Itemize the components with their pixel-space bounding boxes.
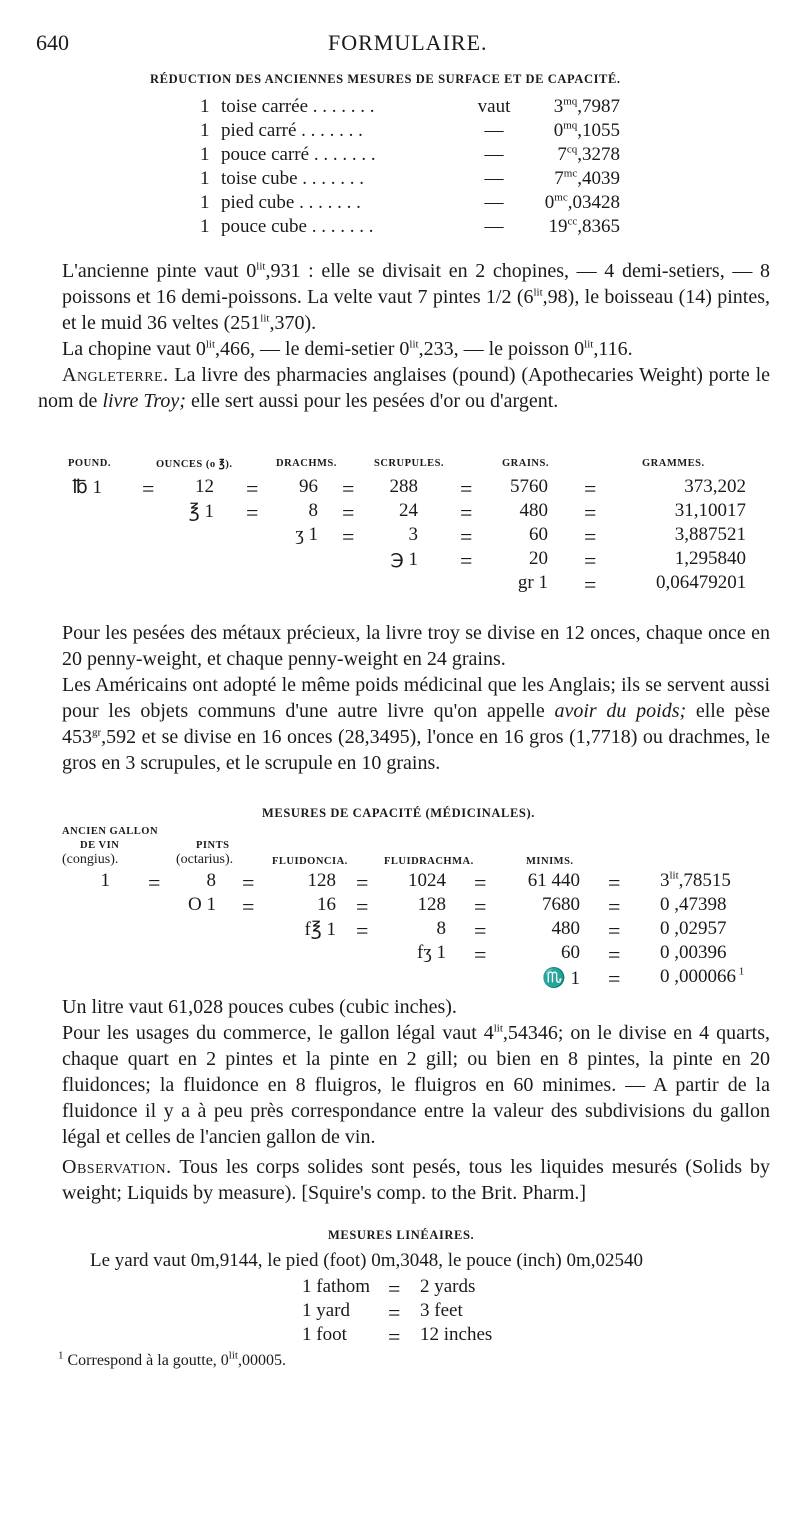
unit-sup: lit	[205, 338, 216, 351]
text: Correspond à la goutte, 0	[67, 1352, 229, 1369]
equals-sign: =	[356, 918, 369, 943]
paragraph-metaux: Pour les pesées des métaux précieux, la livre troy se divise en 12 onces, chaque once en 20 penny-weight, et chaque penny-weight en 24 grains.	[62, 622, 770, 670]
paragraph-observation	[62, 1154, 770, 1206]
surface-qty: 1	[200, 120, 210, 141]
surface-unit: pouce cube . . . . . . .	[221, 216, 374, 237]
troy-cell: 1,295840	[674, 548, 746, 569]
troy-cell: 3,887521	[674, 524, 746, 545]
equals-sign: =	[388, 1276, 401, 1301]
equals-sign: =	[342, 524, 355, 549]
cap-result: 0 ,02957	[660, 918, 727, 939]
cap-cell: 61 440	[527, 870, 580, 891]
surface-value: $7^{mc},4039$	[554, 167, 620, 189]
surface-unit: pied cube . . . . . . .	[221, 192, 361, 213]
equals-sign: =	[474, 894, 487, 919]
text: ,54346; on le divise en 4 quarts, chaque quart en 2 pintes et la pinte en 2 gill; ou bien en 8 pintes, la pinte en 20 fluidonces; la fluidonce en 8 fluigros, le fluigros en 60 minimes. — A partir de la fluidonce il y a à peu près correspondance entre la valeur des subdivisions du gallon légal et celles de l'ancien gallon de vin.	[62, 1022, 770, 1148]
unit-sup: gr	[92, 726, 102, 739]
troy-cell: 8	[308, 500, 318, 521]
cap-col-header: FLUIDONCIA.	[272, 856, 348, 867]
surface-sep: —	[484, 168, 504, 189]
surface-qty: 1	[200, 216, 210, 237]
text: La chopine vaut 0	[62, 338, 206, 360]
troy-cell: ℈ 1	[390, 549, 418, 570]
unit-sup: lit	[409, 338, 419, 351]
running-title: FORMULAIRE.	[328, 30, 488, 55]
surface-qty: 1	[200, 96, 210, 117]
troy-col-header: GRAINS.	[502, 458, 549, 469]
unit-sup: lit	[256, 260, 266, 273]
troy-cell: 3	[408, 524, 418, 545]
text: ,00005.	[237, 1352, 286, 1369]
cap-cell: ♏ 1	[542, 968, 580, 989]
equals-sign: =	[356, 870, 369, 895]
surface-sep: vaut	[477, 96, 511, 117]
troy-cell: gr 1	[517, 572, 548, 593]
cap-cell: 128	[307, 870, 336, 891]
capacity-heading: MESURES DE CAPACITÉ (MÉDICINALES).	[262, 806, 535, 820]
cap-col-header: (octarius).	[176, 852, 234, 867]
surface-heading: RÉDUCTION DES ANCIENNES MESURES DE SURFACE ET DE CAPACITÉ.	[150, 72, 621, 86]
equals-sign: =	[474, 942, 487, 967]
linear-heading: MESURES LINÉAIRES.	[328, 1228, 475, 1242]
cap-col-header: ANCIEN GALLON	[62, 826, 159, 837]
surface-value: $19^{cc},8365$	[548, 215, 620, 237]
cap-cell: 60	[561, 942, 580, 963]
cap-cell: 7680	[542, 894, 580, 915]
unit-sup: lit	[584, 338, 594, 351]
footnote	[58, 1349, 286, 1370]
linear-unit: 1 yard	[302, 1300, 351, 1321]
surface-qty: 1	[200, 192, 210, 213]
troy-cell: ℥ 1	[188, 501, 214, 522]
equals-sign: =	[608, 918, 621, 943]
cap-result: 0 ,47398	[660, 894, 727, 915]
cap-col-header: FLUIDRACHMA.	[384, 856, 474, 867]
equals-sign: =	[584, 572, 597, 597]
cap-cell: f℥ 1	[304, 919, 336, 940]
surface-unit: toise cube . . . . . . .	[221, 168, 365, 189]
troy-col-header: OUNCES (o ℥).	[156, 459, 233, 470]
equals-sign: =	[342, 476, 355, 501]
surface-unit: pied carré . . . . . . .	[221, 120, 363, 141]
cap-cell: 1024	[408, 870, 446, 891]
italic-term: livre Troy;	[102, 390, 186, 412]
paragraph-gallon-legal	[62, 1020, 770, 1150]
troy-cell: ʒ 1	[295, 524, 318, 545]
equals-sign: =	[356, 894, 369, 919]
section-label: Angleterre.	[62, 364, 169, 386]
cap-cell: 1	[100, 870, 110, 891]
surface-value: $3^{mq},7987$	[553, 95, 620, 117]
surface-value: $7^{cq},3278$	[557, 143, 620, 165]
cap-cell: 8	[436, 918, 446, 939]
cap-result: 0 ,000066 $^1$	[660, 965, 745, 987]
equals-sign: =	[388, 1300, 401, 1325]
cap-col-header: PINTS	[196, 840, 230, 851]
troy-cell: 24	[399, 500, 418, 521]
paragraph-angleterre	[38, 362, 770, 414]
equals-sign: =	[608, 966, 621, 991]
linear-unit: 1 fathom	[302, 1276, 371, 1297]
text: elle pèse 453	[62, 700, 771, 748]
paragraph-litre: Un litre vaut 61,028 pouces cubes (cubic inches).	[62, 996, 457, 1018]
cap-cell: O 1	[188, 894, 216, 915]
equals-sign: =	[460, 476, 473, 501]
troy-cell: 288	[389, 476, 418, 497]
surface-sep: —	[484, 144, 504, 165]
equals-sign: =	[474, 870, 487, 895]
troy-cell: 31,10017	[674, 500, 746, 521]
paragraph-americains	[62, 672, 770, 776]
footnote-mark: 1	[58, 1349, 64, 1362]
equals-sign: =	[584, 476, 597, 501]
equals-sign: =	[474, 918, 487, 943]
linear-unit: 1 foot	[302, 1324, 347, 1345]
equals-sign: =	[608, 894, 621, 919]
unit-sup: lit	[228, 1349, 238, 1362]
paragraph-chopine	[62, 336, 770, 362]
surface-unit: toise carrée . . . . . . .	[221, 96, 375, 117]
cap-col-header: DE VIN	[80, 840, 120, 851]
equals-sign: =	[388, 1324, 401, 1349]
troy-cell: 20	[529, 548, 548, 569]
equals-sign: =	[242, 870, 255, 895]
linear-line: Le yard vaut 0m,9144, le pied (foot) 0m,3048, le pouce (inch) 0m,02540	[90, 1250, 643, 1271]
troy-cell: 5760	[510, 476, 548, 497]
equals-sign: =	[246, 476, 259, 501]
troy-cell: 373,202	[684, 476, 746, 497]
cap-cell: 128	[417, 894, 446, 915]
cap-cell: 8	[206, 870, 216, 891]
text: Pour les usages du commerce, le gallon légal vaut 4	[62, 1022, 494, 1044]
text: ,116.	[593, 338, 633, 360]
text: L'ancienne pinte vaut 0	[62, 260, 257, 282]
linear-value: 12 inches	[420, 1324, 493, 1345]
text: elle sert aussi pour les pesées d'or ou d'argent.	[185, 390, 559, 412]
troy-col-header: DRACHMS.	[276, 458, 337, 469]
surface-qty: 1	[200, 144, 210, 165]
text: ,931 : elle se divisait en 2 chopines, — 4 demi-setiers, — 8 poissons et 16 demi-poissons. La velte vaut 7 pintes 1/2 (6	[62, 260, 771, 308]
equals-sign: =	[342, 500, 355, 525]
unit-sup: lit	[493, 1022, 503, 1035]
text: ,370).	[269, 312, 317, 334]
equals-sign: =	[584, 524, 597, 549]
surface-value: $0^{mq},1055$	[553, 119, 620, 141]
paragraph-pinte	[62, 258, 770, 336]
equals-sign: =	[608, 942, 621, 967]
text: ,98), le boisseau (14) pintes, et le muid 36 veltes (251	[62, 286, 770, 334]
equals-sign: =	[460, 524, 473, 549]
unit-sup: lit	[533, 286, 543, 299]
surface-unit: pouce carré . . . . . . .	[221, 144, 376, 165]
equals-sign: =	[246, 500, 259, 525]
troy-col-header: GRAMMES.	[642, 458, 705, 469]
surface-sep: —	[484, 120, 504, 141]
troy-cell: 96	[299, 476, 318, 497]
surface-sep: —	[484, 192, 504, 213]
text: La livre des pharmacies anglaises (pound) (Apothecaries Weight) porte le nom de	[38, 364, 771, 412]
unit-sup: lit	[260, 312, 270, 325]
surface-value: $0^{mc},03428$	[544, 191, 620, 213]
italic-term: avoir du poids;	[554, 700, 687, 722]
troy-col-header: POUND.	[68, 458, 111, 469]
troy-cell: 60	[529, 524, 548, 545]
surface-qty: 1	[200, 168, 210, 189]
equals-sign: =	[460, 548, 473, 573]
text: Les Américains ont adopté le même poids médicinal que les Anglais; ils se servent aussi pour les objets communs d'une autre livre qu'on appelle	[62, 674, 770, 722]
equals-sign: =	[608, 870, 621, 895]
troy-cell: ℔ 1	[72, 477, 102, 498]
troy-cell: 0,06479201	[656, 572, 747, 593]
text: ,466, — le demi-setier 0	[215, 338, 410, 360]
cap-result: $3^{lit},78515$	[660, 869, 731, 891]
section-label: Observation.	[62, 1156, 172, 1178]
troy-cell: 480	[519, 500, 548, 521]
cap-result: 0 ,00396	[660, 942, 727, 963]
equals-sign: =	[148, 870, 161, 895]
equals-sign: =	[460, 500, 473, 525]
equals-sign: =	[584, 548, 597, 573]
page-number: 640	[36, 30, 69, 55]
linear-value: 2 yards	[420, 1276, 476, 1297]
cap-col-header: (congius).	[62, 852, 119, 867]
cap-cell: fʒ 1	[416, 942, 446, 963]
cap-cell: 480	[551, 918, 580, 939]
equals-sign: =	[584, 500, 597, 525]
cap-col-header: MINIMS.	[526, 856, 574, 867]
text: ,233, — le poisson 0	[418, 338, 585, 360]
troy-col-header: SCRUPULES.	[374, 458, 445, 469]
text: Tous les corps solides sont pesés, tous les liquides mesurés (Solids by weight; Liquids by measure). [Squire's comp. to the Brit. Pharm.]	[62, 1156, 771, 1204]
text: ,592 et se divise en 16 onces (28,3495), l'once en 16 gros (1,7718) ou drachmes, le gros en 3 scrupules, et le scrupule en 10 grains.	[62, 726, 770, 774]
equals-sign: =	[242, 894, 255, 919]
linear-value: 3 feet	[420, 1300, 463, 1321]
troy-cell: 12	[195, 476, 214, 497]
equals-sign: =	[142, 476, 155, 501]
surface-sep: —	[484, 216, 504, 237]
cap-cell: 16	[317, 894, 336, 915]
